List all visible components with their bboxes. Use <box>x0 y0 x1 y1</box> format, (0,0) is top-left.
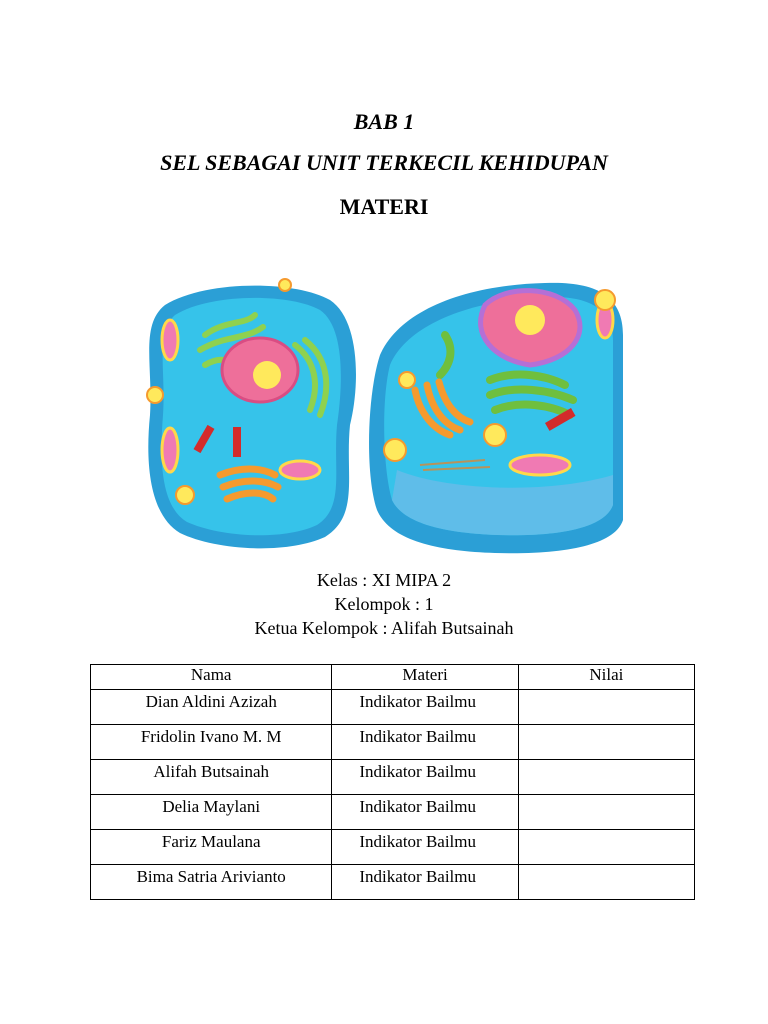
cell-nama: Delia Maylani <box>91 795 332 830</box>
table-row <box>91 690 695 725</box>
nucleolus-left <box>253 361 281 389</box>
cell-materi: Indikator Bailmu <box>332 795 518 830</box>
table-row <box>91 725 695 760</box>
vesicle-left-2 <box>176 486 194 504</box>
mitochondrion-left-1 <box>162 320 178 360</box>
plant-cell <box>369 283 623 553</box>
members-table <box>90 664 695 900</box>
mitochondrion-left-2 <box>162 428 178 472</box>
cell-nama: Alifah Butsainah <box>91 760 332 795</box>
cell-nilai <box>518 865 694 900</box>
cell-nama: Bima Satria Arivianto <box>91 865 332 900</box>
cell-illustration <box>145 275 625 555</box>
group-number: Kelompok : 1 <box>334 594 434 614</box>
animal-cell <box>147 279 356 548</box>
table-row <box>91 830 695 865</box>
table-row <box>91 865 695 900</box>
table-header-row <box>91 665 695 690</box>
column-header-nama: Nama <box>91 665 332 690</box>
group-leader: Ketua Kelompok : Alifah Butsainah <box>254 618 514 638</box>
cell-materi: Indikator Bailmu <box>332 865 518 900</box>
cell-materi: Indikator Bailmu <box>332 725 518 760</box>
cell-materi: Indikator Bailmu <box>332 690 518 725</box>
vesicle-right-4 <box>399 372 415 388</box>
column-header-materi: Materi <box>332 665 518 690</box>
cell-nilai <box>518 725 694 760</box>
cell-nama: Fariz Maulana <box>91 830 332 865</box>
mitochondrion-right-1 <box>510 455 570 475</box>
mitochondrion-left-3 <box>280 461 320 479</box>
cell-nilai <box>518 795 694 830</box>
table-row <box>91 760 695 795</box>
nucleolus-right <box>515 305 545 335</box>
vesicle-left-1 <box>147 387 163 403</box>
table-row <box>91 795 695 830</box>
cell-nilai <box>518 830 694 865</box>
cell-nama: Dian Aldini Azizah <box>91 690 332 725</box>
column-header-nilai: Nilai <box>518 665 694 690</box>
section-title: MATERI <box>339 194 429 219</box>
vesicle-right-3 <box>595 290 615 310</box>
vesicle-left-3 <box>279 279 291 291</box>
cell-nama: Fridolin Ivano M. M <box>91 725 332 760</box>
class-info: Kelas : XI MIPA 2 <box>316 570 452 590</box>
cell-nilai <box>518 690 694 725</box>
cell-materi: Indikator Bailmu <box>332 830 518 865</box>
chapter-label: BAB 1 <box>353 109 415 134</box>
centriole-left-2 <box>233 427 241 457</box>
chapter-title: SEL SEBAGAI UNIT TERKECIL KEHIDUPAN <box>160 150 608 175</box>
cell-materi: Indikator Bailmu <box>332 760 518 795</box>
vesicle-right-1 <box>384 439 406 461</box>
cell-nilai <box>518 760 694 795</box>
vesicle-right-2 <box>484 424 506 446</box>
